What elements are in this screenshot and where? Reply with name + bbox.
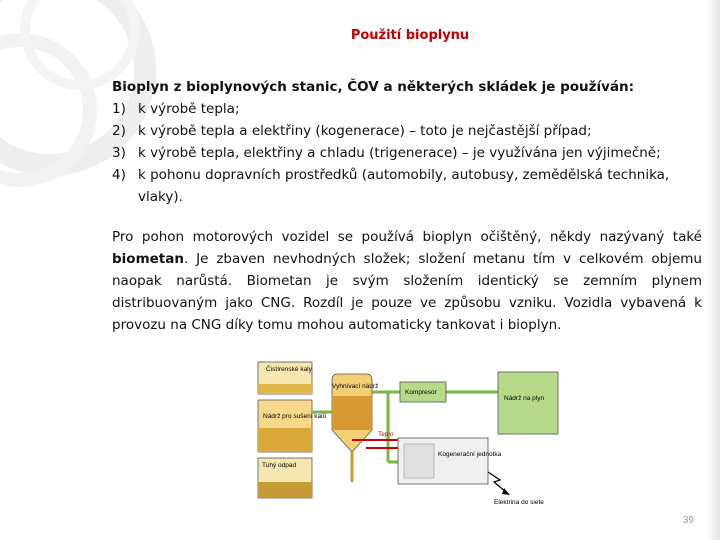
label-compressor: Kompresor (405, 389, 437, 396)
paragraph-bold-term: biometan (112, 251, 184, 267)
label-sludge: Čistírenské kaly (266, 366, 312, 373)
list-item-text: k pohonu dopravních prostředků (automobily, autobusy, zemědělská technika, vlaky). (138, 167, 670, 205)
list-item-number: 1) (112, 101, 126, 117)
list-item-text: k výrobě tepla a elektřiny (kogenerace) – toto je nejčastější případ; (138, 123, 592, 139)
gas-storage-box (498, 372, 558, 434)
list-item-number: 4) (112, 167, 126, 183)
page-number: 39 (682, 515, 694, 526)
process-diagram-svg (248, 352, 568, 512)
slide-title: Použití bioplynu (350, 28, 470, 43)
label-gas-storage: Nádrž na plyn (504, 395, 545, 402)
uses-list (112, 98, 702, 208)
list-item-number: 2) (112, 123, 126, 139)
list-item (112, 164, 702, 208)
biomethane-paragraph (112, 226, 702, 336)
page-edge-shadow (706, 0, 720, 540)
label-tank: Nádrž pro sušení kalů (263, 413, 327, 420)
label-cogen: Kogenerační jednotka (438, 451, 502, 458)
label-grid: Elektrina do siete (494, 499, 544, 506)
list-item (112, 142, 702, 164)
uses-lead: Bioplyn z bioplynových stanic, ČOV a některých skládek je používán: (112, 79, 635, 95)
biogas-process-diagram (248, 352, 568, 512)
list-item-number: 3) (112, 145, 126, 161)
paragraph-text-2: . Je zbaven nevhodných složek; složení metanu tím v celkovém objemu naopak narůstá. Biometan je svým složením identický se zemním plynem distribuovaným jako CNG. Rozdíl je pouze ve způsobu vzniku. Vozidla vybavená k provozu na CNG díky tomu mohou automaticky tankovat i bioplyn. (112, 251, 702, 333)
label-heat: Teplo (378, 431, 394, 438)
list-item (112, 120, 702, 142)
uses-block (112, 76, 702, 208)
list-item-text: k výrobě tepla, elektřiny a chladu (trigenerace) – je využívána jen výjimečně; (138, 145, 661, 161)
list-item-text: k výrobě tepla; (138, 101, 240, 117)
label-solid: Tuhý odpad (262, 462, 297, 469)
paragraph-text-1: Pro pohon motorových vozidel se používá bioplyn očištěný, někdy nazývaný také (112, 229, 702, 245)
list-item (112, 98, 702, 120)
label-fermenter: Vyhnívací nádrž (332, 383, 379, 390)
